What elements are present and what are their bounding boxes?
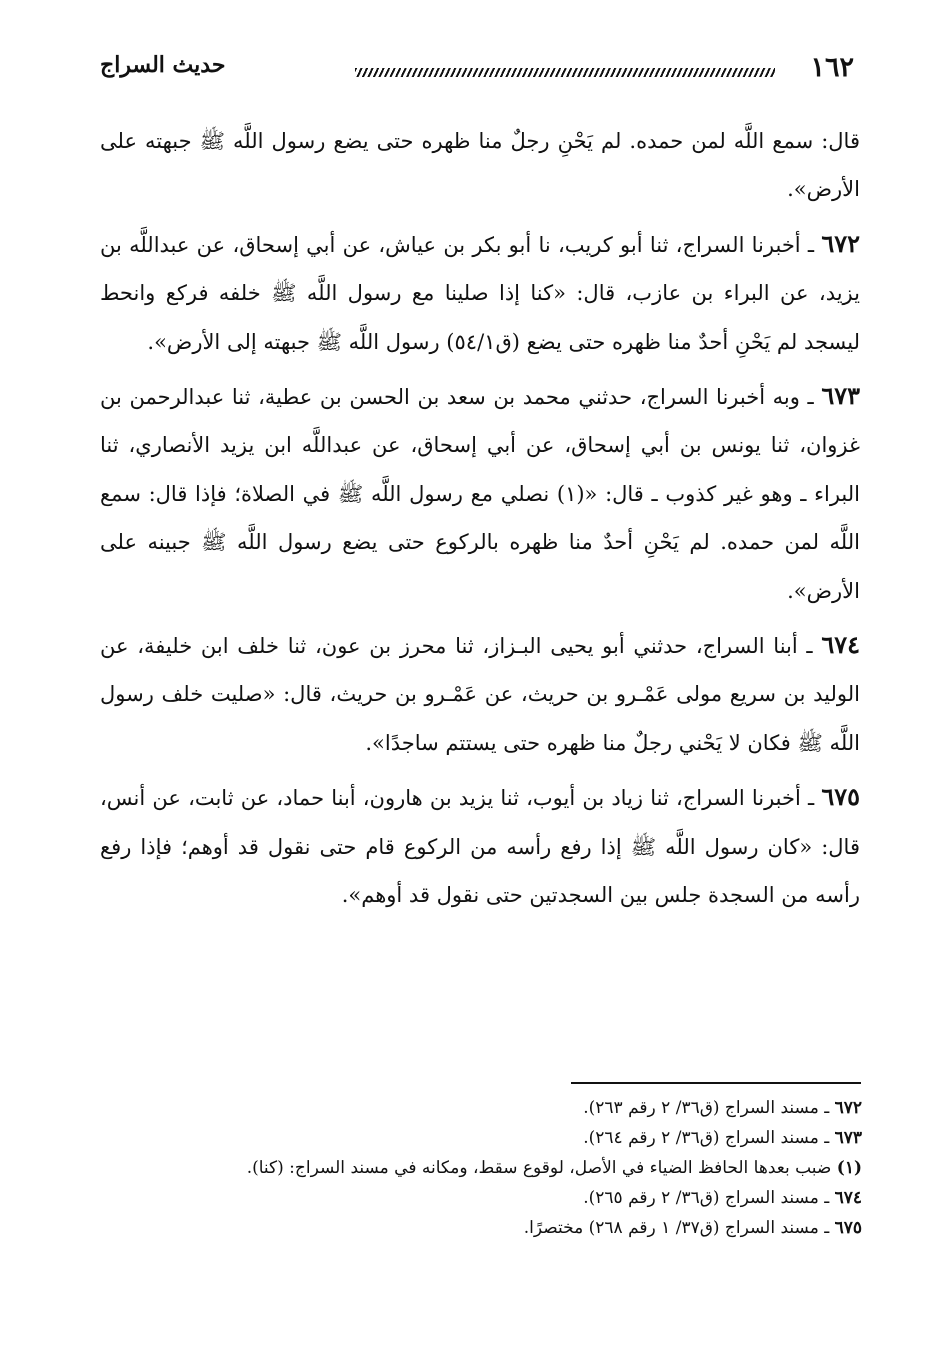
main-text: [100, 117, 860, 926]
hadith-text: ـ أبنا السراج، حدثني أبو يحيى البـزاز، ثنا محرز بن عون، ثنا خلف ابن خليفة، عن الوليد بن سريع مولى عَمْـرو بن حريث، عن عَمْـرو بن حريث، قال: «صليت خلف رسول اللَّه ﷺ فكان لا يَحْني رجلٌ منا ظهره حتى يستتم ساجدًا».: [100, 634, 860, 755]
hadith-674: [100, 621, 860, 767]
footnote-text: ـ مسند السراج (ق٣٧/ ١ رقم ٢٦٨) مختصرًا.: [523, 1218, 830, 1238]
footnotes: [100, 1093, 862, 1243]
hadith-number: ٦٧٣: [821, 381, 860, 411]
footnote-text: ـ مسند السراج (ق٣٦/ ٢ رقم ٢٦٤).: [583, 1128, 830, 1148]
footnote-number: (١): [836, 1158, 862, 1178]
footnote-number: ٦٧٢: [834, 1098, 862, 1118]
footnote-item: [100, 1213, 862, 1243]
footnote-item: [100, 1153, 862, 1183]
footnote-text: ـ مسند السراج (ق٣٦/ ٢ رقم ٢٦٣).: [583, 1098, 830, 1118]
hadith-text: ـ وبه أخبرنا السراج، حدثني محمد بن سعد بن الحسن بن عطية، ثنا عبدالرحمن بن غزوان، ثنا يونس بن أبي إسحاق، عن أبي إسحاق، عن عبداللَّه ابن يزيد الأنصاري، ثنا البراء ـ وهو غير كذوب ـ قال: «(١) نصلي مع رسول اللَّه ﷺ في الصلاة؛ فإذا قال: سمع اللَّه لمن حمده. لم يَحْنِ أحدٌ منا ظهره بالركوع حتى يضع رسول اللَّه ﷺ جبينه على الأرض».: [100, 385, 860, 603]
footnote-item: [100, 1093, 862, 1123]
paragraph-continuation: [100, 117, 860, 214]
paragraph-text: قال: سمع اللَّه لمن حمده. لم يَحْنِ رجلٌ منا ظهره حتى يضع رسول اللَّه ﷺ جبهته على الأرض».: [100, 129, 860, 202]
footnote-item: [100, 1123, 862, 1153]
hadith-number: ٦٧٢: [821, 228, 860, 258]
footnote-number: ٦٧٣: [834, 1128, 862, 1148]
header-ornament-rule: [355, 68, 775, 77]
hadith-673: [100, 372, 860, 615]
hadith-text: ـ أخبرنا السراج، ثنا أبو كريب، نا أبو بكر بن عياش، عن أبي إسحاق، عن عبداللَّه بن يزيد، عن البراء بن عازب، قال: «كنا إذا صلينا مع رسول اللَّه ﷺ خلفه فركع وانحط ليسجد لم يَحْنِ أحدٌ منا ظهره حتى يضع (ق٥٤/١) رسول اللَّه ﷺ جبهته إلى الأرض».: [100, 232, 860, 354]
page-number: ١٦٢: [810, 52, 854, 83]
footnote-separator: [571, 1082, 861, 1084]
hadith-number: ٦٧٤: [821, 630, 860, 660]
footnote-text: ضبب بعدها الحافظ الضياء في الأصل، لوقوع سقط، ومكانه في مسند السراج: (كنا).: [246, 1158, 832, 1178]
page-header: [100, 48, 860, 84]
footnote-item: [100, 1183, 862, 1213]
hadith-675: [100, 773, 860, 919]
hadith-number: ٦٧٥: [821, 782, 860, 812]
footnote-text: ـ مسند السراج (ق٣٦/ ٢ رقم ٢٦٥).: [583, 1188, 830, 1208]
footnote-number: ٦٧٤: [834, 1188, 862, 1208]
hadith-text: ـ أخبرنا السراج، ثنا زياد بن أيوب، ثنا يزيد بن هارون، أبنا حماد، عن ثابت، عن أنس، قال: «كان رسول اللَّه ﷺ إذا رفع رأسه من الركوع قام حتى نقول قد أوهم؛ فإذا رفع رأسه من السجدة جلس بين السجدتين حتى نقول قد أوهم».: [100, 786, 860, 908]
footnote-number: ٦٧٥: [834, 1218, 862, 1238]
running-title: حديث السراج: [100, 52, 226, 78]
hadith-672: [100, 220, 860, 366]
